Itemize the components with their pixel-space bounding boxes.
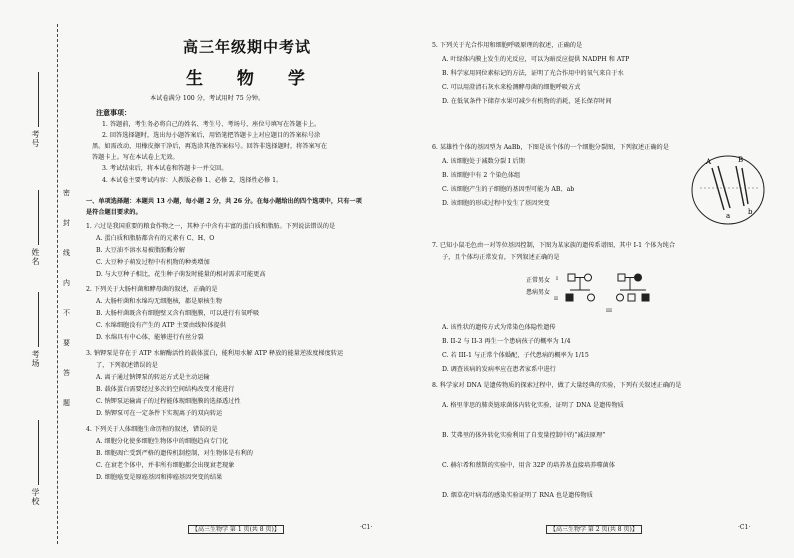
note-line: 2. 回答选择题时，选出每小题答案后，用铅笔把答题卡上对应题目的答案标号涂 [102,132,321,139]
chromosome [712,168,724,210]
option: C. 可以用澄清石灰水来检测酵母菌的细胞呼吸方式 [442,84,581,91]
option: D. 烟草花叶病毒的感染实验证明了 RNA 也是遗传物质 [442,492,593,499]
option: D. 该细胞的形成过程中发生了基因突变 [442,200,550,207]
subject-title: 生 物 学 [186,69,319,89]
gene-label: a [726,212,731,220]
generation-label: I [556,276,558,282]
kaochang-label: 考场 [31,350,40,368]
seal-char: 内 [63,279,70,287]
question-stem: 8. 科学家对 DNA 是遗传物质的探索过程中，做了大量经典的实验，下列有关叙述正确的是 [432,382,682,389]
page-footer-right [546,524,642,533]
note-line: 4. 本试卷主要考试内容：人教版必修 1、必修 2，选择性必修 1。 [102,177,283,184]
section-heading: 一、单项选择题：本题共 13 小题，每小题 2 分，共 26 分。在每小题给出的四个选项中，只有一项 [86,198,362,205]
option: C. 水绵细胞没有产生的 ATP 主要由线粒体提供 [96,322,226,329]
option: B. 大豆油不溶水易被脂肪酶分解 [96,247,185,254]
question-stem: 2. 下列关于大肠杆菌和酵母菌的叙述，正确的是 [86,286,218,293]
pedigree-figure [522,268,672,318]
option: B. 该细胞中有 2 个染色体组 [442,172,521,179]
option: A. 细胞分化使多细胞生物体中的细胞趋向专门化 [96,438,229,445]
option: D. 在低氧条件下储存水果可减少有机物的消耗，延长保存时间 [442,98,612,105]
binding-margin [0,0,78,558]
seal-char: 题 [63,399,70,407]
generation-label: III [606,308,612,314]
xingming-label: 姓名 [31,248,40,266]
page-number-box: 【高三生物学 第 2 页(共 8 页)】 [546,525,642,534]
question-stem-cont: 了，下列叙述错误的是 [96,362,158,369]
option: C. 赫尔希和蔡斯的实验中，用含 32P 的培养基直接培养噬菌体 [442,462,615,469]
page-code-left: ·C1· [360,524,373,531]
kaohao-label: 考号 [31,130,40,148]
gene-label: b [748,208,753,216]
question-stem: 5. 下列关于光合作用和细胞呼吸原理的叙述，正确的是 [432,42,583,49]
option: B. 科学家用同位素标记的方法，证明了光合作用中的氧气来自于水 [442,70,624,77]
question-stem: 7. 已知小鼠毛色由一对等位基因控制，下图为某家族的遗传系谱图，其中 I-1 个体为纯合 [432,242,676,249]
option: C. 大豆种子萌发过程中有机物的种类增加 [96,259,210,266]
note-line: 答题卡上。写在本试卷上无效。 [92,154,179,161]
option: B. 细胞凋亡受到严格的遗传机制控制，对生物体是有利的 [96,450,253,457]
option: C. 在衰老个体中，并非所有细胞都会出现衰老现象 [96,462,235,469]
option: A. 格里菲思的肺炎链球菌体内转化实验，证明了 DNA 是遗传物质 [442,402,624,409]
female-symbol [588,294,595,301]
seal-char: 密 [63,189,70,197]
option: B. 大肠杆菌既含有细胞壁又含有细胞膜，可以进行有氧呼吸 [96,310,260,317]
option: C. 该细胞产生的子细胞的基因型可能为 AB、ab [442,186,575,193]
exam-info: 本试卷满分 100 分，考试用时 75 分钟。 [150,95,265,102]
affected-male-symbol [642,294,649,301]
seal-char: 答 [63,369,70,377]
notes-heading: 注意事项： [96,108,131,117]
question-stem: 3. 钠钾泵是存在于 ATP 水解酶活性的载体蛋白，能利用水解 ATP 释放的能量逆浓度梯度转运 [86,350,344,357]
option: A. 蛋白质和脂肪都含有的元素有 C、H、O [96,235,215,242]
question-stem-cont: 子，且个体均正常发育，下列叙述正确的是 [442,254,560,261]
option: C. 若 III-1 与正常个体婚配，子代患病的概率为 1/15 [442,352,589,359]
cell-division-figure [688,148,768,228]
pedigree-legend: 正常男女 [526,277,551,284]
option: D. 调查该病的发病率应在患者家系中进行 [442,366,556,373]
option: A. 离子通过钠钾泵的转运方式是主动运输 [96,374,210,381]
seal-char: 要 [63,339,70,347]
pedigree-legend: 患病男女 [526,289,551,296]
male-symbol [568,274,575,281]
female-symbol [617,294,624,301]
option: A. 该性状的遗传方式为常染色体隐性遗传 [442,324,556,331]
seal-char: 不 [63,309,70,317]
male-symbol [628,294,635,301]
kaohao-blank[interactable] [38,72,39,127]
seal-char: 封 [63,219,70,227]
note-line: 1. 答题前，考生务必将自己的姓名、考生号、考场号、座位号填写在答题卡上。 [102,121,321,128]
cut-line [57,24,58,544]
page-code-right: ·C1· [738,524,751,531]
note-line: 黑。如需改动，用橡皮擦干净后，再选涂其他答案标号。回答非选择题时，将答案写在 [92,143,328,150]
option: C. 钠钾泵运输离子的过程能体现细胞膜的选择透过性 [96,398,241,405]
affected-female-symbol [635,274,642,281]
question-stem: 4. 下列关于人体细胞生命历程的叙述，错误的是 [86,426,218,433]
note-line: 3. 考试结束后，将本试卷和答题卡一并交回。 [102,165,228,172]
xingming-blank[interactable] [38,190,39,245]
option: B. 艾弗里的体外转化实验利用了自变量控制中的“减法原理” [442,432,606,439]
option: D. 细胞癌变是原癌基因和抑癌基因突变的结果 [96,474,223,481]
page-number-box: 【高三生物学 第 1 页(共 8 页)】 [188,525,284,534]
male-symbol [618,274,625,281]
generation-label: II [554,296,558,302]
option: B. 载体蛋白需要经过多次的空间结构改变才能进行 [96,386,235,393]
xuexiao-label: 学校 [31,488,40,506]
gene-label: B [738,156,744,164]
option: A. 大肠杆菌和水绵均无细胞核，都是原核生物 [96,298,222,305]
question-stem: 1. 六过是我国重要的粮食作物之一，其种子中含有丰富的蛋白质和脂肪。下列说法错误的是 [86,223,336,230]
section-heading-cont: 是符合题目要求的。 [86,209,142,216]
page-footer-left [188,524,284,533]
option: D. 钠钾泵可在一定条件下实现离子的双向转运 [96,410,223,417]
option: A. 该细胞处于减数分裂 I 后期 [442,158,525,165]
exam-title: 高三年级期中考试 [183,38,312,56]
kaochang-blank[interactable] [38,292,39,347]
option: D. 与大豆种子相比，花生种子萌发时能量的相对需求可能更高 [96,271,266,278]
female-symbol [585,274,592,281]
gene-label: A [706,158,712,166]
xuexiao-blank[interactable] [38,420,39,485]
question-stem: 6. 某雄性个体的基因型为 AaBb，下图是该个体的一个细胞分裂图，下列叙述正确的是 [432,144,669,151]
chromosome [718,166,730,208]
affected-male-symbol [566,294,573,301]
option: B. II-2 与 II-3 再生一个患病孩子的概率为 1/4 [442,338,571,345]
option: A. 叶绿体内膜上发生的光反应，可以为暗反应提供 NADPH 和 ATP [442,56,630,63]
option: D. 水绵具有中心体，能够进行有丝分裂 [96,334,204,341]
seal-char: 线 [63,249,70,257]
